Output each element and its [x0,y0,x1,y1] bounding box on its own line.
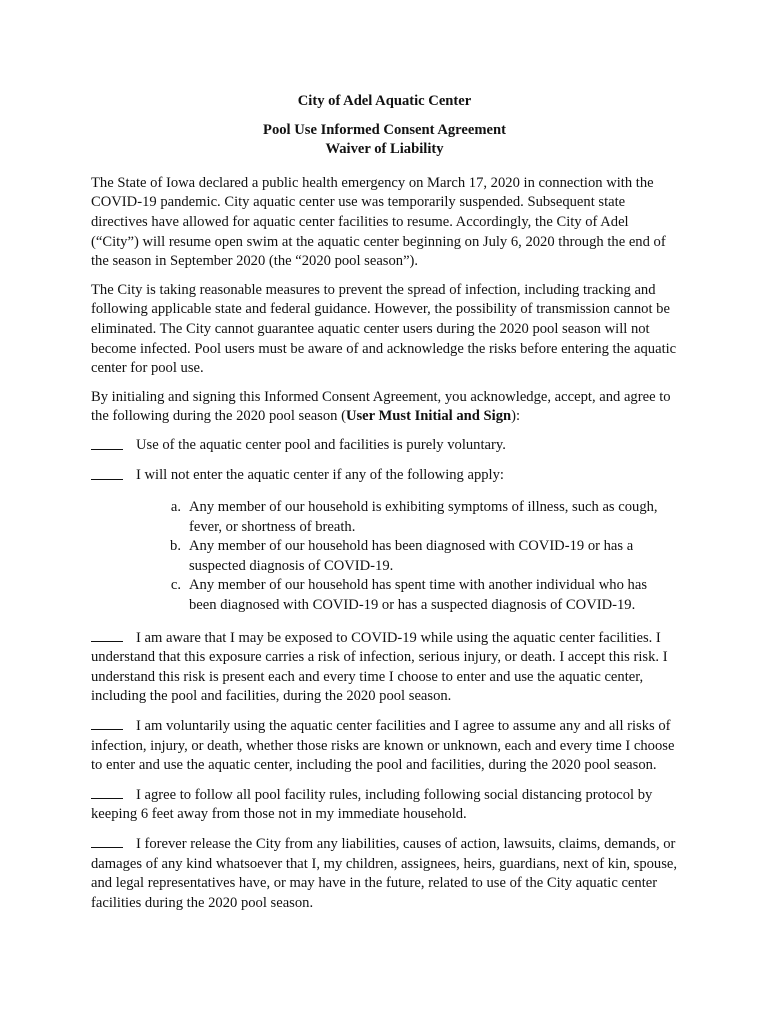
document-title: City of Adel Aquatic Center [297,93,472,109]
risk-paragraph: The City is taking reasonable measures to prevent the spread of infection, including tracking and following applicable state and federal guidance. However, the possibility of transmission cannot be eliminated. The City cannot guarantee aquatic center users during the 2020 pool season will not become infected. Pool users must be aware of and acknowledge the risks before entering the aquatic center for pool use. [91,281,677,377]
initial-blank[interactable] [91,716,123,730]
consent-item-assume-risk [91,716,678,776]
consent-item-release [91,834,678,913]
instructions-paragraph [91,388,678,427]
consent-item-text: I forever release the City from any liabilities, causes of action, lawsuits, claims, demands, or damages of any kind whatsoever that I, my children, assignees, heirs, guardians, next of kin, spouse, and legal representatives have, or may have in the future, related to use of the City aquatic center facilities during the 2020 pool season. [91,836,678,911]
initial-blank[interactable] [91,628,123,642]
document-subtitle-waiver: Waiver of Liability [325,141,444,158]
list-item [159,498,678,537]
list-item [159,537,678,576]
initial-blank[interactable] [91,785,123,799]
list-letter: c. [170,577,181,594]
instructions-emphasis: User Must Initial and Sign [345,408,512,425]
consent-item-text: I agree to follow all pool facility rules, including following social distancing protocol by keeping 6 feet away from those not in my immediate household. [91,786,653,823]
document-subtitle: Pool Use Informed Consent Agreement [263,121,506,138]
initial-blank[interactable] [91,466,123,480]
instructions-text: By initialing and signing this Informed Consent Agreement, you acknowledge, accept, and agree to the following during the 2020 pool season ( [91,388,671,425]
list-item [159,576,678,615]
consent-item-rules [91,785,678,825]
list-letter: b. [170,538,181,555]
list-letter: a. [170,499,181,516]
instructions-end: ): [511,408,521,425]
list-item-text: Any member of our household has been diagnosed with COVID-19 or has a suspected diagnosis of COVID-19. [189,538,634,574]
consent-item-entry-conditions [91,466,678,487]
consent-item-text: I am aware that I may be exposed to COVID-19 while using the aquatic center facilities. I understand that this exposure carries a risk of infection, serious injury, or death. I accept this risk. I understand this risk is present each and every time I choose to enter and use the aquatic center, including the pool and facilities, during the 2020 pool season. [91,629,668,705]
consent-item-exposure [91,628,678,707]
list-item-text: Any member of our household is exhibiting symptoms of illness, such as cough, fever, or shortness of breath. [189,499,658,535]
initial-blank[interactable] [91,436,123,450]
consent-item-text: I am voluntarily using the aquatic center facilities and I agree to assume any and all risks of infection, injury, or death, whether those risks are known or unknown, each and every time I choose to enter and use the aquatic center, including the pool and facilities, during the 2020 pool season. [91,718,675,774]
list-item-text: Any member of our household has spent time with another individual who has been diagnosed with COVID-19 or has a suspected diagnosis of COVID-19. [189,577,648,614]
intro-paragraph: The State of Iowa declared a public health emergency on March 17, 2020 in connection with the COVID-19 pandemic. City aquatic center use was temporarily suspended. Subsequent state directives have allowed for aquatic center facilities to resume. Accordingly, the City of Adel (“City”) will resume open swim at the aquatic center beginning on July 6, 2020 through the end of the season in September 2020 (the “2020 pool season”). [91,174,666,270]
initial-blank[interactable] [91,834,123,848]
consent-item-text: Use of the aquatic center pool and facilities is purely voluntary. [136,436,506,453]
consent-item-text: I will not enter the aquatic center if any of the following apply: [136,466,504,483]
conditions-list [91,498,678,616]
consent-item-voluntary [91,436,678,457]
